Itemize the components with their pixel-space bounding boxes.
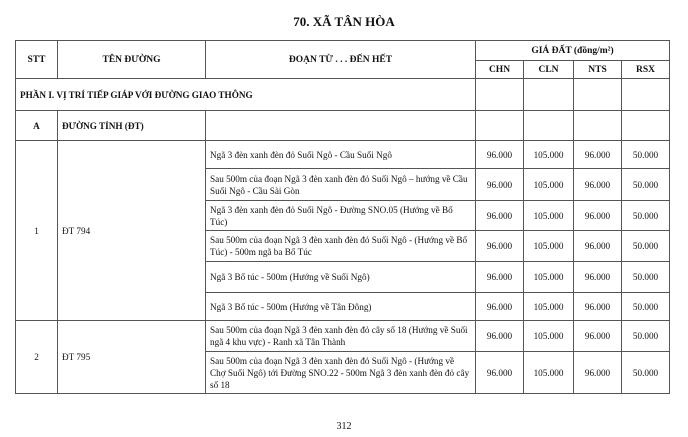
section-cell [574,79,622,111]
land-price-table [15,40,670,394]
page-number: 312 [336,421,352,432]
group-row [16,111,670,141]
price-nts: 96.000 [574,201,622,231]
price-nts: 96.000 [574,169,622,201]
group-cell [574,111,622,141]
price-cln: 105.000 [524,321,574,352]
price-nts: 96.000 [574,141,622,169]
price-chn: 96.000 [476,231,524,262]
group-cell [206,111,476,141]
section-cell [476,79,524,111]
price-rsx: 50.000 [622,321,670,352]
table-row [16,321,670,352]
price-nts: 96.000 [574,262,622,293]
segment-text: Sau 500m của đoạn Ngã 3 đèn xanh đèn đỏ Suối Ngô - (Hướng về Bổ Túc) - 500m ngã ba Bổ Túc [206,231,476,262]
group-name: ĐƯỜNG TỈNH (ĐT) [58,111,206,141]
header-stt: STT [16,41,58,79]
group-cell [524,111,574,141]
road-stt: 2 [16,321,58,394]
price-chn: 96.000 [476,352,524,394]
section-row [16,79,670,111]
price-chn: 96.000 [476,262,524,293]
section-cell [524,79,574,111]
header-row-1 [16,41,670,61]
segment-text: Ngã 3 đèn xanh đèn đỏ Suối Ngô - Đường SNO.05 (Hướng về Bổ Túc) [206,201,476,231]
price-nts: 96.000 [574,321,622,352]
header-chn: CHN [476,61,524,79]
segment-text: Ngã 3 đèn xanh đèn đỏ Suối Ngô - Cầu Suối Ngô [206,141,476,169]
section-title: PHẦN I. VỊ TRÍ TIẾP GIÁP VỚI ĐƯỜNG GIAO THÔNG [16,79,476,111]
segment-text: Ngã 3 Bổ túc - 500m (Hướng về Suối Ngô) [206,262,476,293]
group-cell [476,111,524,141]
segment-text: Sau 500m của đoạn Ngã 3 đèn xanh đèn đỏ cây số 18 (Hướng về Suối ngã 4 khu vực) - Ranh xã Tân Thành [206,321,476,352]
road-name: ĐT 794 [58,141,206,321]
price-cln: 105.000 [524,169,574,201]
price-chn: 96.000 [476,293,524,321]
header-ten-duong: TÊN ĐƯỜNG [58,41,206,79]
header-gia-dat: GIÁ ĐẤT (đồng/m²) [476,41,670,61]
price-rsx: 50.000 [622,293,670,321]
price-chn: 96.000 [476,201,524,231]
price-nts: 96.000 [574,231,622,262]
page-title: 70. XÃ TÂN HÒA [293,14,395,29]
segment-text: Sau 500m của đoạn Ngã 3 đèn xanh đèn đỏ Suối Ngô – hướng về Cầu Suối Ngô - Cầu Sài Gòn [206,169,476,201]
segment-text: Sau 500m của đoạn Ngã 3 đèn xanh đèn đỏ Suối Ngô - (Hướng về Chợ Suối Ngô) tới Đường SNO.22 - 500m Ngã 3 đèn xanh đèn đỏ cây số 18 [206,352,476,394]
price-cln: 105.000 [524,231,574,262]
price-cln: 105.000 [524,201,574,231]
price-nts: 96.000 [574,293,622,321]
price-cln: 105.000 [524,141,574,169]
price-rsx: 50.000 [622,352,670,394]
price-rsx: 50.000 [622,231,670,262]
header-doan: ĐOẠN TỪ . . . ĐẾN HẾT [206,41,476,79]
segment-text: Ngã 3 Bổ túc - 500m (Hướng về Tân Đông) [206,293,476,321]
price-chn: 96.000 [476,169,524,201]
group-stt: A [16,111,58,141]
price-chn: 96.000 [476,141,524,169]
price-chn: 96.000 [476,321,524,352]
price-rsx: 50.000 [622,201,670,231]
table-row [16,141,670,169]
price-rsx: 50.000 [622,262,670,293]
price-cln: 105.000 [524,352,574,394]
price-rsx: 50.000 [622,141,670,169]
price-cln: 105.000 [524,293,574,321]
road-name: ĐT 795 [58,321,206,394]
header-rsx: RSX [622,61,670,79]
group-cell [622,111,670,141]
road-stt: 1 [16,141,58,321]
price-cln: 105.000 [524,262,574,293]
header-cln: CLN [524,61,574,79]
header-nts: NTS [574,61,622,79]
price-nts: 96.000 [574,352,622,394]
section-cell [622,79,670,111]
price-rsx: 50.000 [622,169,670,201]
